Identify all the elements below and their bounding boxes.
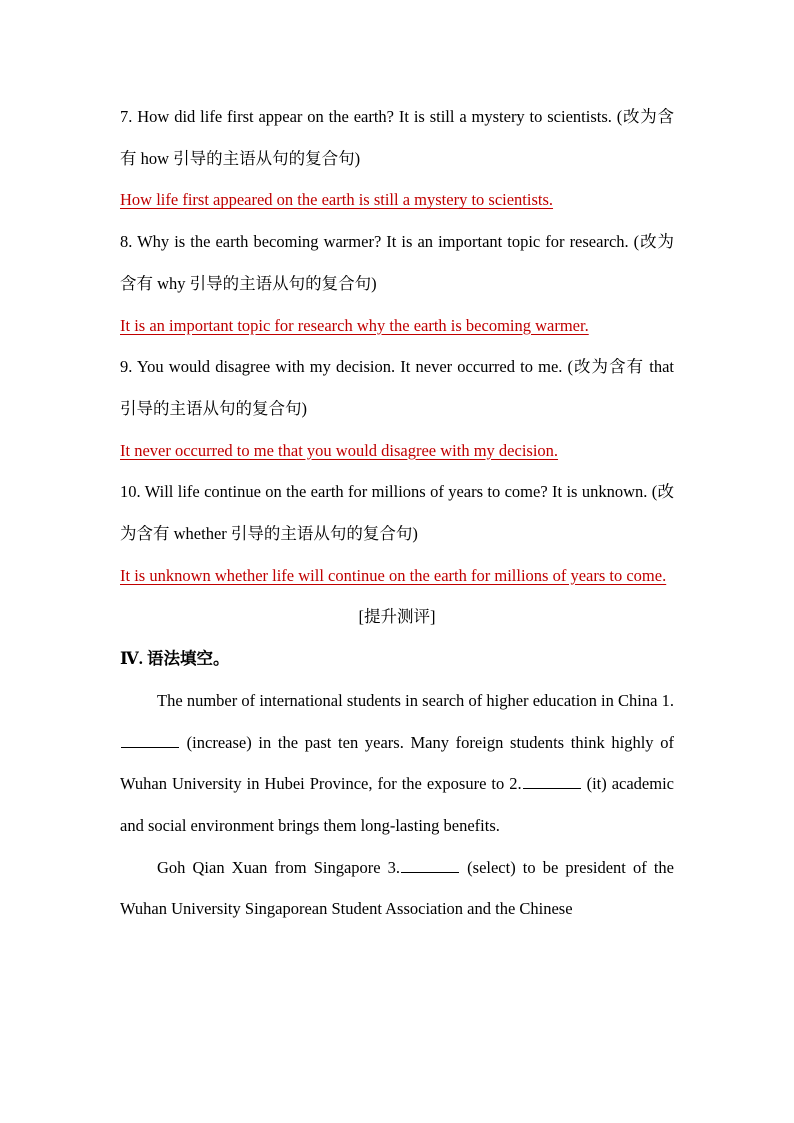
answer-9-text: It never occurred to me that you would disagree with my decision. [120,440,559,460]
passage-p2-part-b: (select) to be president of the Wuhan University Singaporean Student Association and the Chinese [120,857,674,919]
section-label: [提升测评] [358,607,436,627]
answer-7 [120,179,674,221]
answer-8-text: It is an important topic for research why the earth is becoming warmer. [120,315,589,335]
answer-8 [120,305,674,347]
passage-p1-part-c: (it) academic and social environment brings them long-lasting benefits. [120,774,675,835]
answer-9 [120,430,674,472]
answer-10 [120,555,674,597]
question-8: 8. Why is the earth becoming warmer? It is an important topic for research. (改为含有 why 引导的主语从句的复合句) [120,232,674,293]
question-9: 9. You would disagree with my decision. It never occurred to me. (改为含有 that 引导的主语从句的复合句) [120,357,674,418]
blank-3 [401,871,459,873]
passage-p1-part-a: The number of international students in search of higher education in China 1. [157,690,674,710]
answer-10-text: It is unknown whether life will continue on the earth for millions of years to come. [120,565,667,585]
question-7: 7. How did life first appear on the earth? It is still a mystery to scientists. (改为含有 how 引导的主语从句的复合句) [120,107,674,168]
passage-paragraph-2 [120,847,674,930]
document-page [120,96,674,930]
blank-1 [121,746,179,748]
passage-p1-part-b: (increase) in the past ten years. Many foreign students think highly of Wuhan University in Hubei Province, for the exposure to 2. [120,732,674,794]
section-heading: Ⅳ. 语法填空。 [120,649,230,669]
answer-7-text: How life first appeared on the earth is still a mystery to scientists. [120,190,554,210]
passage-paragraph-1 [120,680,674,847]
blank-2 [523,787,581,789]
passage-p2-part-a: Goh Qian Xuan from Singapore 3. [157,857,401,877]
question-10: 10. Will life continue on the earth for millions of years to come? It is unknown. (改为含有 whether 引导的主语从句的复合句) [120,482,674,544]
